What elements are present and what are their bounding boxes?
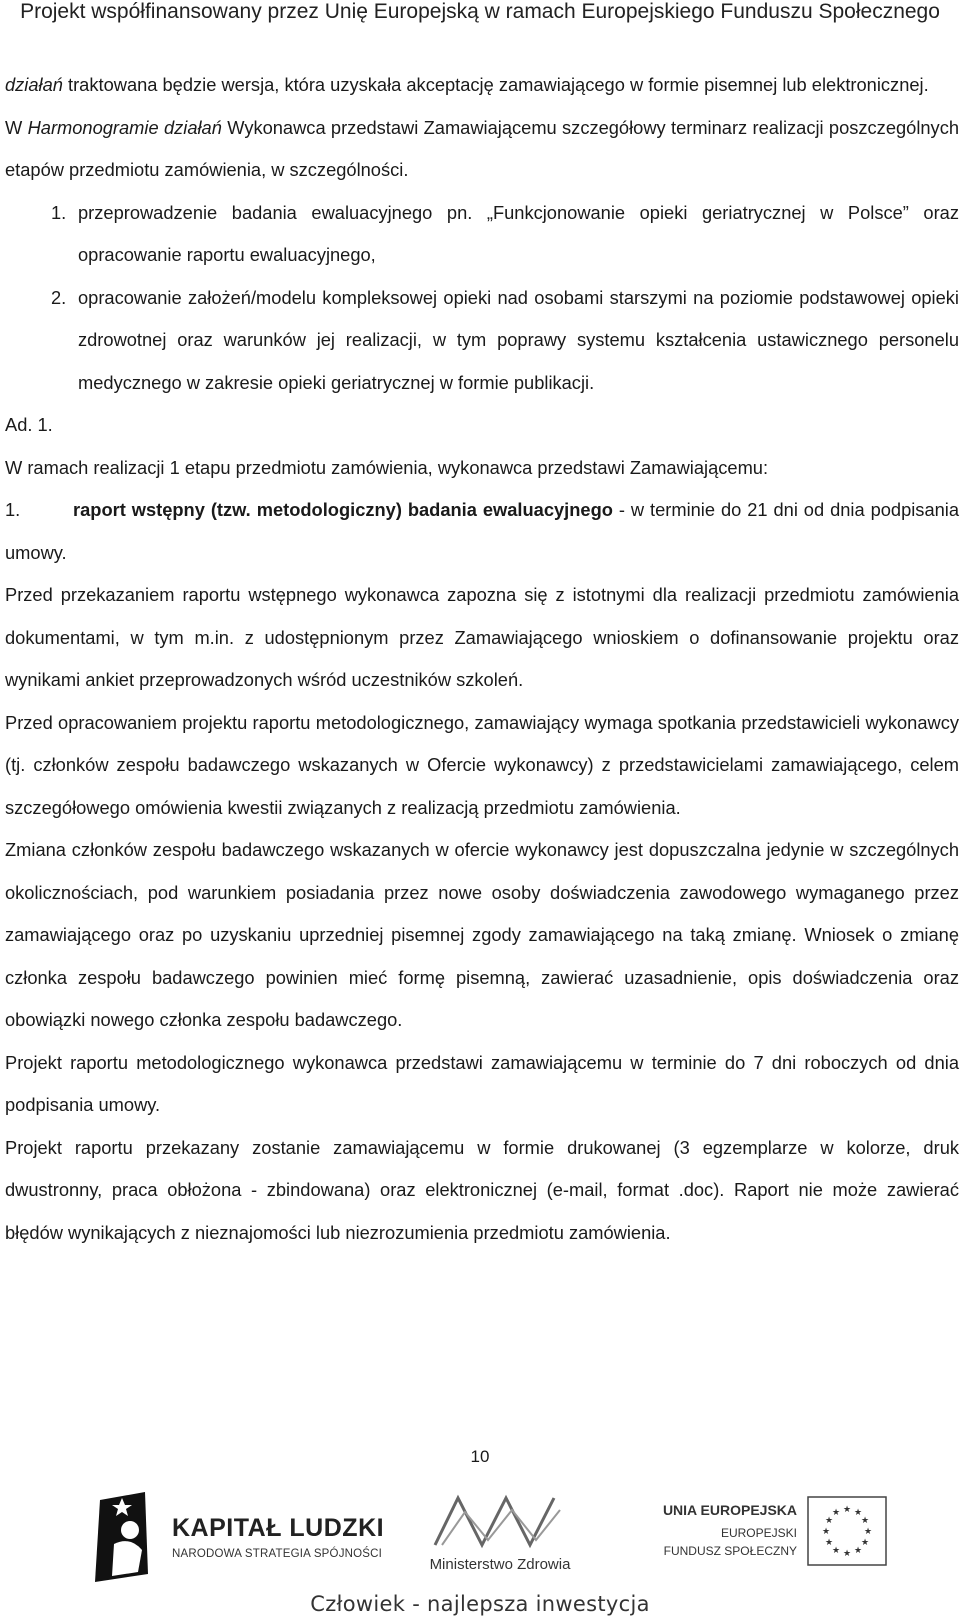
svg-text:★: ★ — [860, 1516, 870, 1526]
svg-text:★: ★ — [853, 1546, 863, 1556]
paragraph-text: Wykonawca przedstawi Zamawiającemu szczegółowy terminarz realizacji poszczególnych etapów przedmiotu zamówienia, w szczególności. — [5, 116, 959, 180]
paragraph-2 — [5, 107, 959, 192]
ministerstwo-zdrowia-logo — [425, 1490, 585, 1585]
paragraph-6: Zmiana członków zespołu badawczego wskazanych w ofercie wykonawcy jest dopuszczalna jedynie w szczególnych okolicznościach, pod warunkiem posiadania przez nowe osoby doświadczenia zawodowego wymaganego przez zamawiającego oraz po uzyskaniu uprzedniej pisemnej zgody zamawiającego na taką zmianę. Wniosek o zmianę członka zespołu badawczego powinien mieć formę pisemną, zawierać uzasadnienie, opis doświadczenia oraz obowiązki nowego członka zespołu badawczego. — [5, 839, 959, 1030]
paragraph-4: Przed przekazaniem raportu wstępnego wykonawca zapozna się z istotnymi dla realizacji przedmiotu zamówienia dokumentami, w tym m.in. z udostępnionym przez Zamawiającego wnioskiem o dofinansowanie projektu oraz wynikami ankiet przeprowadzonych wśród uczestników szkoleń. — [5, 584, 959, 690]
footer-slogan: Człowiek - najlepsza inwestycja — [310, 1592, 650, 1616]
italic-term: działań — [5, 74, 63, 95]
paragraph-5: Przed opracowaniem projektu raportu metodologicznego, zamawiający wymaga spotkania przedstawicieli wykonawcy (tj. członków zespołu badawczego wskazanych w Ofercie wykonawcy) z przedstawicielami zamawiającego, celem szczegółowego omówienia kwestii związanych z realizacją przedmiotu zamówienia. — [5, 711, 959, 818]
italic-term: Harmonogramie działań — [27, 116, 222, 138]
deliverable-item — [5, 489, 959, 574]
svg-text:★: ★ — [831, 1546, 841, 1556]
paragraph-1 — [5, 64, 959, 107]
svg-text:★: ★ — [821, 1527, 831, 1537]
kapital-ludzki-title: KAPITAŁ LUDZKI — [172, 1514, 385, 1542]
page-number: 10 — [470, 1447, 490, 1466]
stage-list — [5, 192, 959, 405]
ministerstwo-label: Ministerstwo Zdrowia — [429, 1556, 571, 1573]
ue-line-2: FUNDUSZ SPOŁECZNY — [663, 1544, 797, 1558]
eu-flag-icon — [807, 1496, 887, 1566]
list-number: 1. — [51, 201, 67, 223]
kapital-ludzki-emblem-icon — [90, 1492, 160, 1582]
list-item — [5, 192, 959, 277]
svg-text:★: ★ — [860, 1538, 870, 1548]
unia-europejska-logo — [652, 1494, 892, 1584]
list-text: przeprowadzenie badania ewaluacyjnego pn. „Funkcjonowanie opieki geriatrycznej w Polsce” oraz opracowanie raportu ewaluacyjnego, — [78, 201, 959, 265]
paragraph-7: Projekt raportu metodologicznego wykonawca przedstawi zamawiającemu w terminie do 7 dni roboczych od dnia podpisania umowy. — [5, 1051, 959, 1115]
list-item — [5, 277, 959, 405]
paragraph-text: - w terminie do 21 dni od dnia podpisania umowy. — [5, 499, 960, 563]
svg-text:★: ★ — [863, 1527, 873, 1537]
svg-text:★: ★ — [842, 1549, 852, 1559]
ministerstwo-emblem-icon — [430, 1490, 570, 1552]
svg-text:★: ★ — [824, 1516, 834, 1526]
footer-logos — [0, 1482, 960, 1582]
paragraph-text: W — [5, 116, 28, 138]
list-number: 1. — [5, 499, 21, 520]
svg-text:★: ★ — [853, 1508, 863, 1518]
svg-text:★: ★ — [824, 1538, 834, 1548]
ue-line-1: EUROPEJSKI — [720, 1526, 797, 1540]
kapital-ludzki-logo — [90, 1492, 385, 1582]
list-number: 2. — [51, 286, 67, 308]
page-header: Projekt współfinansowany przez Unię Europejską w ramach Europejskiego Funduszu Społecznego — [20, 0, 940, 23]
ue-title: UNIA EUROPEJSKA — [662, 1502, 797, 1518]
paragraph-text: traktowana będzie wersja, która uzyskała akceptację zamawiającego w formie pisemnej lub elektronicznej. — [62, 74, 929, 95]
deliverable-title: raport wstępny (tzw. metodologiczny) badania ewaluacyjnego — [73, 499, 613, 520]
svg-text:★: ★ — [831, 1508, 841, 1518]
paragraph-8: Projekt raportu przekazany zostanie zamawiającemu w formie drukowanej (3 egzemplarze w kolorze, druk dwustronny, praca obłożona - zbindowana) oraz elektronicznej (e-mail, format .doc). Raport nie może zawierać błędów wynikających z nieznajomości lub niezrozumienia przedmiotu zamówienia. — [5, 1136, 959, 1243]
section-label: Ad. 1. — [5, 414, 53, 435]
list-text: opracowanie założeń/modelu kompleksowej opieki nad osobami starszymi na poziomie podstawowej opieki zdrowotnej oraz warunków jej realizacji, w tym poprawy systemu kształcenia ustawicznego personelu medycznego w zakresie opieki geriatrycznej w formie publikacji. — [78, 286, 959, 393]
kapital-ludzki-subtitle: NARODOWA STRATEGIA SPÓJNOŚCI — [172, 1548, 383, 1560]
document-body — [5, 64, 959, 1254]
paragraph-3: W ramach realizacji 1 etapu przedmiotu zamówienia, wykonawca przedstawi Zamawiającemu: — [5, 456, 769, 478]
svg-text:★: ★ — [842, 1505, 852, 1515]
